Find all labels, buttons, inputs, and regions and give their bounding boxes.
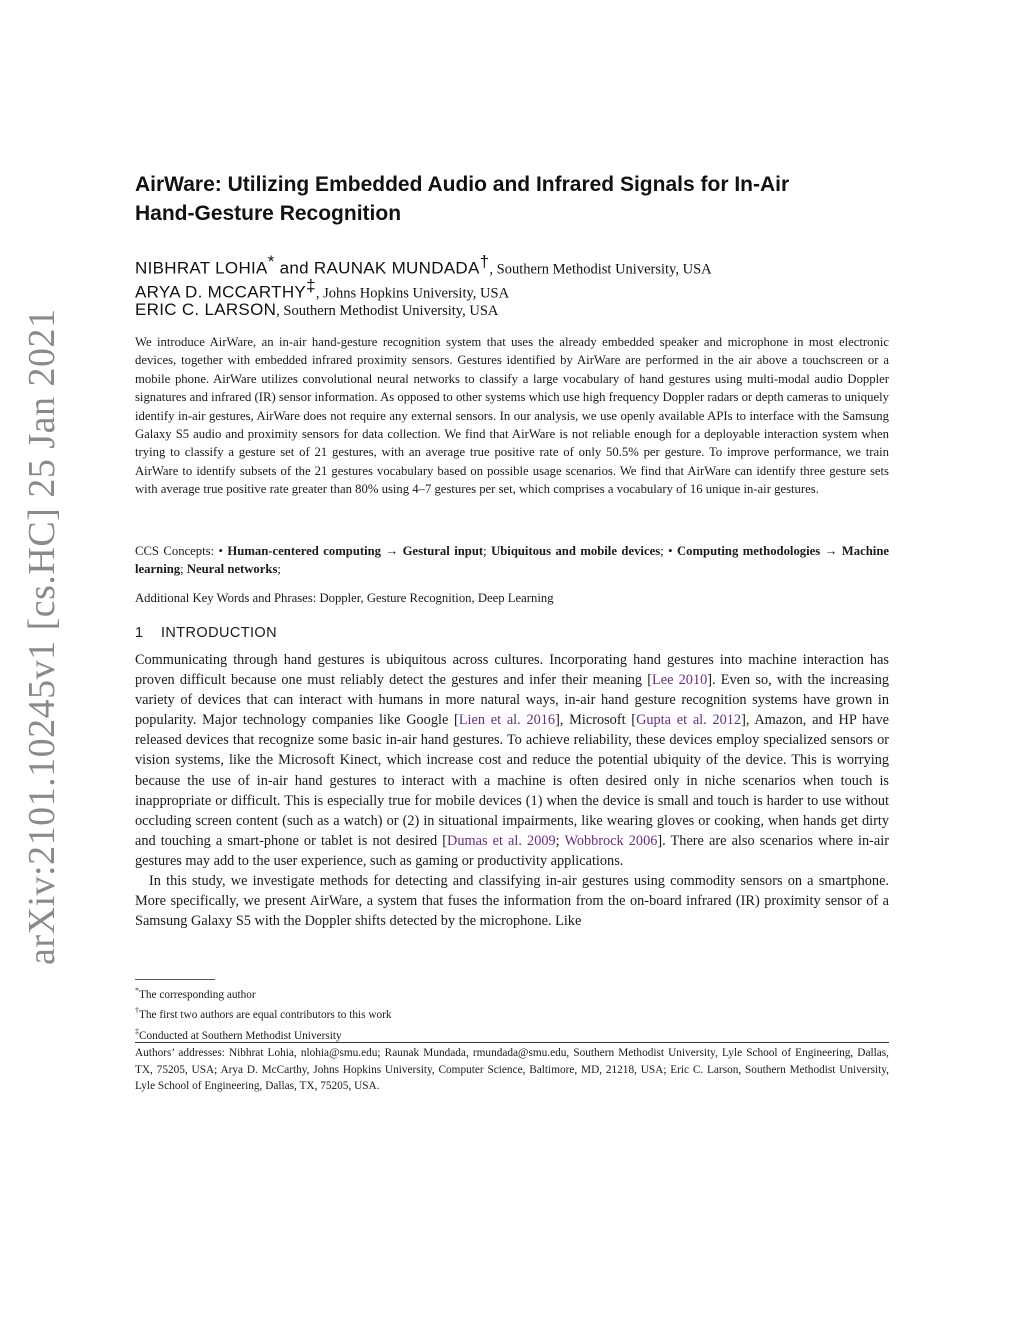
ccs-concept: Human-centered computing	[227, 544, 382, 558]
ccs-arrow: →	[381, 544, 403, 558]
ccs-concept: Computing methodologies	[676, 544, 821, 558]
citation-link[interactable]: Lee 2010	[652, 672, 708, 689]
footnote-mark: †	[135, 1006, 139, 1016]
author-mark: ‡	[306, 276, 316, 295]
title-line-1: AirWare: Utilizing Embedded Audio and Infrared Signals for In-Air	[135, 173, 790, 196]
author-affiliation: , Southern Methodist University, USA	[276, 303, 499, 319]
footnote-mark: *	[135, 986, 139, 995]
author-name: ERIC C. LARSON	[135, 300, 277, 319]
intro-text: ]. There are also scenarios where in-air gestures may add to the user experience, such as gaming or productivity applications.	[135, 832, 890, 869]
ccs-separator: ; •	[660, 544, 677, 558]
keywords: Additional Key Words and Phrases: Doppler, Gesture Recognition, Deep Learning	[135, 591, 554, 605]
citation-link[interactable]: Gupta et al. 2012	[636, 712, 742, 729]
section-title: INTRODUCTION	[161, 625, 277, 641]
author-name: NIBHRAT LOHIA	[135, 258, 268, 278]
intro-text: ], Amazon, and HP have released devices that recognize some basic in-air hand gestures. To achieve reliability, these devices employ specialized sensors or vision systems, like the Microsoft Kinect, which increase cost and reduce the potential ubiquity of the device. This is worrying because the use of in-air hand gestures to interact with a machine is often desired only in niche scenarios when touch is inappropriate or difficult. This is especially true for mobile devices (1) when the device is small and touch is harder to use without occluding screen content (such as a watch) or (2) in situational impairments, like wearing gloves or cooking, when hands get dirty and touching a smart-phone or tablet is not desired [	[135, 712, 889, 849]
intro-text: ]. Even so, with the increasing variety of devices that can interact with humans in more natural ways, in-air hand gesture recognition systems have grown in popularity. Major technology companies like Google [	[135, 672, 889, 729]
section-number: 1	[135, 625, 144, 641]
ccs-concepts	[135, 542, 889, 579]
ccs-separator: ;	[483, 544, 492, 558]
intro-paragraph-1	[135, 650, 889, 871]
ccs-concept: Ubiquitous and mobile devices	[491, 544, 661, 558]
introduction-body	[135, 650, 889, 931]
citation-link[interactable]: Lien et al. 2016	[458, 712, 556, 729]
footnotes	[135, 983, 889, 1044]
ccs-end: ;	[277, 562, 281, 577]
ccs-concept: Gestural input	[402, 544, 484, 558]
intro-text: ;	[555, 832, 565, 849]
section-heading-introduction	[135, 625, 889, 641]
author-addresses: Authors’ addresses: Nibhrat Lohia, nlohia@smu.edu; Raunak Mundada, rmundada@smu.edu, Southern Methodist University, Lyle School of Engineering, Dallas, TX, 75205, USA; Arya D. McCarthy, Johns Hopkins University, Computer Science, Baltimore, MD, 21218, USA; Eric C. Larson, Southern Methodist University, Lyle School of Engineering, Dallas, TX, 75205, USA.	[135, 1047, 889, 1092]
footnote-text: Conducted at Southern Methodist University	[139, 1029, 342, 1042]
ccs-separator: ;	[180, 562, 187, 577]
author-affiliation: , Johns Hopkins University, USA	[315, 285, 510, 302]
paper-title	[135, 170, 895, 228]
author-mark: †	[479, 252, 490, 271]
footnote-text: The first two authors are equal contributors to this work	[139, 1009, 392, 1022]
footnote-text: The corresponding author	[139, 988, 256, 1001]
ccs-concept: Machine learning	[135, 544, 890, 577]
author-line-2	[135, 276, 895, 302]
intro-text: ], Microsoft [	[555, 712, 637, 729]
footnote-mark: ‡	[135, 1026, 139, 1036]
title-line-2: Hand-Gesture Recognition	[135, 202, 402, 225]
ccs-concept: Neural networks	[186, 562, 278, 577]
citation-link[interactable]: Dumas et al. 2009	[447, 832, 556, 849]
author-name: and RAUNAK MUNDADA	[274, 258, 480, 278]
addresses-rule	[135, 1042, 889, 1043]
footnote	[135, 1024, 889, 1044]
citation-link[interactable]: Wobbrock 2006	[564, 832, 658, 849]
author-line-1	[135, 252, 895, 278]
author-line-3	[135, 300, 895, 320]
author-mark: *	[267, 252, 275, 271]
author-name: ARYA D. MCCARTHY	[135, 282, 307, 302]
ccs-prefix: CCS Concepts: •	[135, 544, 228, 558]
intro-text: Communicating through hand gestures is ubiquitous across cultures. Incorporating hand gestures into machine interaction has proven difficult because one must reliably detect the gestures and infer their meaning [	[135, 652, 889, 689]
ccs-arrow: →	[820, 544, 842, 558]
footnote-rule	[135, 979, 215, 980]
arxiv-identifier: arXiv:2101.10245v1 [cs.HC] 25 Jan 2021	[21, 308, 63, 965]
author-affiliation: , Southern Methodist University, USA	[489, 261, 712, 278]
abstract: We introduce AirWare, an in-air hand-gesture recognition system that uses the already embedded speaker and microphone in most electronic devices, together with embedded infrared proximity sensors. Gestures identified by AirWare are performed in the air above a touchscreen or a mobile phone. AirWare utilizes convolutional neural networks to classify a large vocabulary of hand gestures using multi-modal audio Doppler signatures and infrared (IR) sensor information. As opposed to other systems which use high frequency Doppler radars or depth cameras to uniquely identify in-air gestures, AirWare does not require any external sensors. In our analysis, we use openly available APIs to interface with the Samsung Galaxy S5 audio and proximity sensors for data collection. We find that AirWare is not reliable enough for a deployable interaction system when trying to classify a gesture set of 21 gestures, with an average true positive rate of only 50.5% per gesture. To improve performance, we train AirWare to identify subsets of the 21 gestures vocabulary based on possible usage scenarios. We find that AirWare can identify three gesture sets with average true positive rate greater than 80% using 4–7 gestures per set, which comprises a vocabulary of 16 unique in-air gestures.	[135, 335, 889, 497]
footnote	[135, 1003, 889, 1023]
intro-paragraph-2: In this study, we investigate methods for detecting and classifying in-air gestures using commodity sensors on a smartphone. More specifically, we present AirWare, a system that fuses the information from the on-board infrared (IR) proximity sensor of a Samsung Galaxy S5 with the Doppler shifts detected by the microphone. Like	[135, 873, 889, 930]
footnote	[135, 983, 889, 1003]
